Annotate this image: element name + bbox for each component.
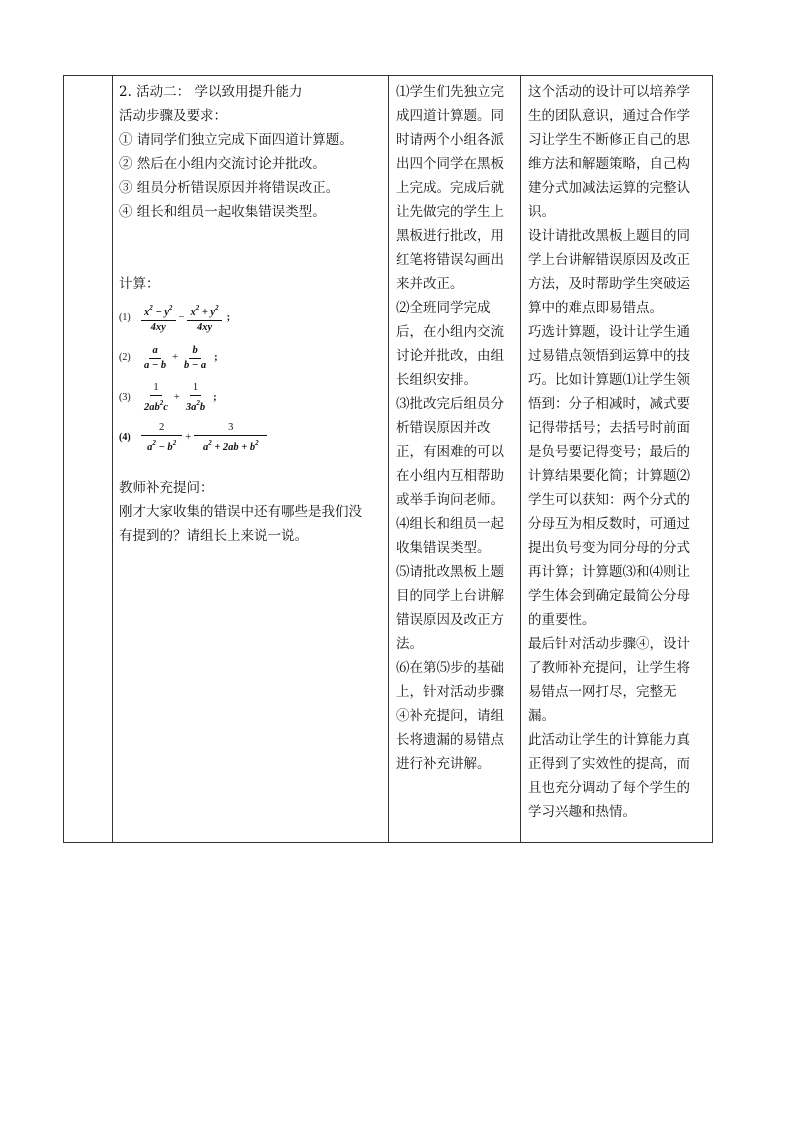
text-line: 漏。: [528, 708, 555, 724]
text-line: 在小组内互相帮助: [396, 468, 504, 484]
text-line: 巧选计算题，设计让学生通: [528, 324, 690, 340]
text-line: 后，在小组内交流: [396, 324, 504, 340]
text-line: 正得到了实效性的提高，而: [528, 756, 690, 772]
formula-4: (4) $\frac{2}{a^2 - b^2}$ + $\frac{3}{a^2 + 2ab + b^2}$: [119, 420, 384, 456]
text-line: ⑷组长和组员一起: [396, 516, 504, 532]
text-line: 习让学生不断修正自己的思: [528, 132, 690, 148]
text-line: 了教师补充提问，让学生将: [528, 660, 690, 676]
text-line: 生的团队意识，通过合作学: [528, 108, 690, 124]
text-line: 目的同学上台讲解: [396, 588, 504, 604]
text-line: 出四个同学在黑板: [396, 156, 504, 172]
text-line: 进行补充讲解。: [396, 756, 491, 772]
text-line: ⑶批改完后组员分: [396, 396, 504, 412]
step-item: ① 请同学们独立完成下面四道计算题。: [119, 132, 353, 148]
text-line: ⑹在第⑸步的基础: [396, 660, 504, 676]
text-line: ⑸请批改黑板上题: [396, 564, 504, 580]
text-line: 黑板进行批改，用: [396, 228, 504, 244]
text-line: 且也充分调动了每个学生的: [528, 780, 690, 796]
text-line: 或举手询问老师。: [396, 492, 504, 508]
step-item: ③ 组员分析错误原因并将错误改正。: [119, 180, 340, 196]
text-line: 提出负号变为同分母的分式: [528, 540, 690, 556]
lesson-table: [63, 75, 713, 843]
text-line: 正，有困难的可以: [396, 444, 504, 460]
text-line: 维方法和解题策略，自己构: [528, 156, 690, 172]
text-line: 方法，及时帮助学生突破运: [528, 276, 690, 292]
teacher-question: 有提到的？请组长上来说一说。: [119, 528, 308, 544]
teacher-heading: 教师补充提问：: [119, 480, 214, 496]
text-line: 算中的难点即易错点。: [528, 300, 663, 316]
formula-label: (1): [119, 312, 131, 323]
text-line: 上，针对活动步骤: [396, 684, 504, 700]
formula-1: (1) $\frac{x^2 - y^2}{4xy}$ − $\frac{x^2 + y^2}{4xy}$ ;: [119, 300, 384, 336]
text-line: 红笔将错误勾画出: [396, 252, 504, 268]
text-line: 收集错误类型。: [396, 540, 491, 556]
activity-title: 2. 活动二： 学以致用提升能力: [119, 84, 303, 100]
design-intent-column: [521, 76, 714, 842]
text-line: 成四道计算题。同: [396, 108, 504, 124]
text-line: 错误原因及改正方: [396, 612, 504, 628]
text-line: 上完成。完成后就: [396, 180, 504, 196]
text-line: 的重要性。: [528, 612, 596, 628]
text-line: 易错点一网打尽，完整无: [528, 684, 677, 700]
text-line: 学上台讲解错误原因及改正: [528, 252, 690, 268]
formula-label: (2): [119, 352, 131, 363]
activity-column: [112, 76, 388, 842]
text-line: 学生可以获知：两个分式的: [528, 492, 690, 508]
text-line: 析错误原因并改: [396, 420, 491, 436]
text-line: 设计请批改黑板上题目的同: [528, 228, 690, 244]
teacher-question: 刚才大家收集的错误中还有哪些是我们没: [119, 504, 362, 520]
text-line: 学生体会到确定最简公分母: [528, 588, 690, 604]
text-line: ⑴学生们先独立完: [396, 84, 504, 100]
text-line: 记得带括号；去括号时前面: [528, 420, 690, 436]
formula-3: (3) $\frac{1}{2ab^2c}$ + $\frac{1}{3a^2b}$ ;: [119, 382, 217, 413]
step-item: ④ 组长和组员一起收集错误类型。: [119, 204, 326, 220]
formula-label: (4): [119, 432, 131, 443]
text-line: 计算结果要化简；计算题⑵: [528, 468, 690, 484]
formula-label: (3): [119, 392, 131, 403]
text-line: 巧。比如计算题⑴让学生领: [528, 372, 690, 388]
text-line: ⑵全班同学完成: [396, 300, 491, 316]
text-line: 最后针对活动步骤④，设计: [528, 636, 690, 652]
text-line: 分母互为相反数时，可通过: [528, 516, 690, 532]
text-line: 再计算；计算题⑶和⑷则让: [528, 564, 690, 580]
text-line: 学习兴趣和热情。: [528, 804, 636, 820]
text-line: 过易错点领悟到运算中的技: [528, 348, 690, 364]
text-line: 时请两个小组各派: [396, 132, 504, 148]
text-line: 这个活动的设计可以培养学: [528, 84, 690, 100]
text-line: ④补充提问，请组: [396, 708, 504, 724]
text-line: 悟到：分子相减时，减式要: [528, 396, 690, 412]
calc-heading: 计算：: [119, 276, 160, 292]
text-line: 让先做完的学生上: [396, 204, 504, 220]
text-line: 讨论并批改，由组: [396, 348, 504, 364]
text-line: 来并改正。: [396, 276, 464, 292]
text-line: 此活动让学生的计算能力真: [528, 732, 690, 748]
text-line: 是负号要记得变号；最后的: [528, 444, 690, 460]
step-item: ② 然后在小组内交流讨论并批改。: [119, 156, 326, 172]
student-activity-column: [389, 76, 520, 842]
text-line: 法。: [396, 636, 423, 652]
empty-first-column: [64, 76, 112, 842]
steps-heading: 活动步骤及要求：: [119, 108, 227, 124]
text-line: 长将遗漏的易错点: [396, 732, 504, 748]
text-line: 建分式加减法运算的完整认: [528, 180, 690, 196]
formula-2: (2) $\frac{a}{a - b}$ + $\frac{b}{b - a}$ ;: [119, 344, 218, 371]
text-line: 长组织安排。: [396, 372, 477, 388]
text-line: 识。: [528, 204, 555, 220]
